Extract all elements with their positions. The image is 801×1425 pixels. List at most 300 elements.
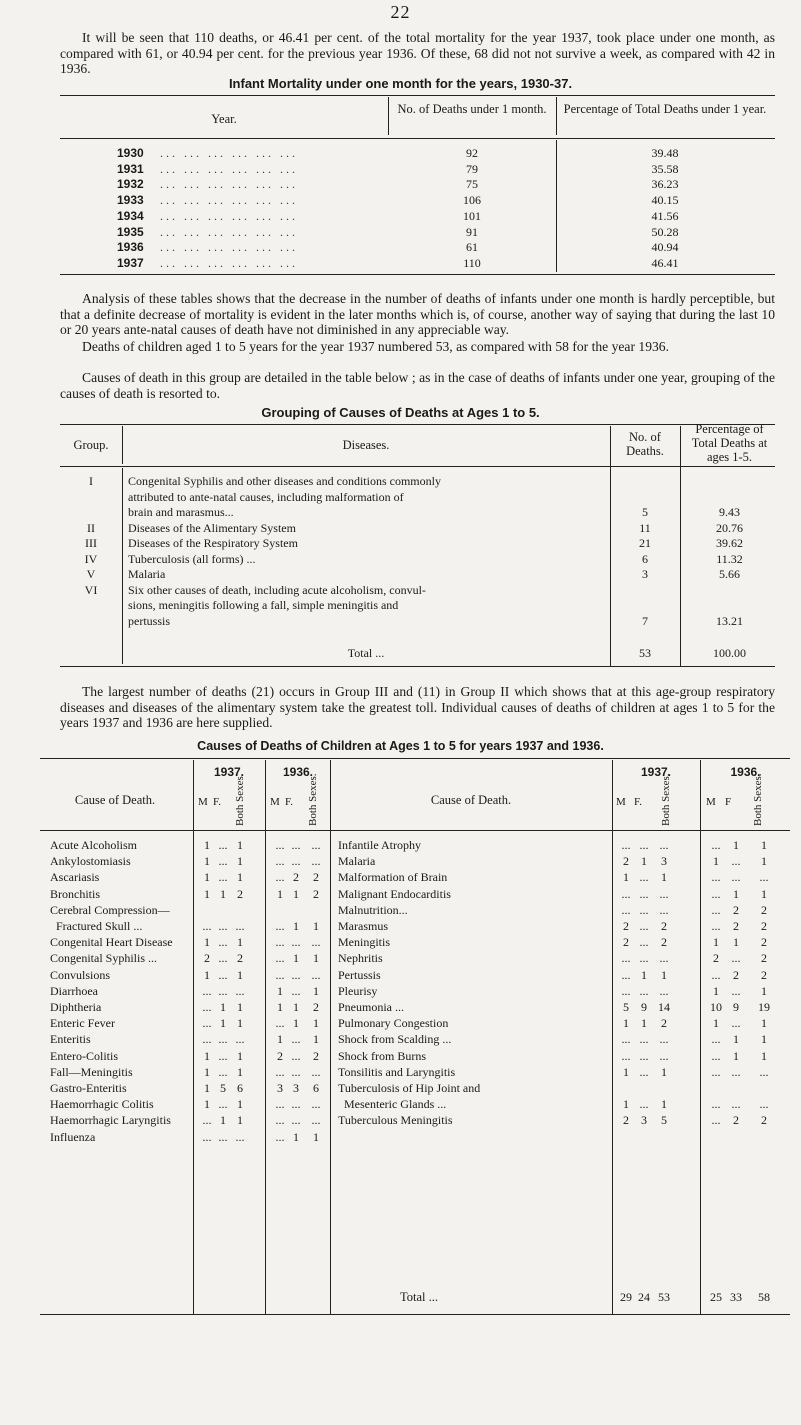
table3-cause-cell: Malignant Endocarditis	[338, 886, 451, 901]
table3-value-cell: ...	[202, 1016, 212, 1031]
table3-value-cell: 1	[237, 1000, 243, 1014]
table1-deaths-cell: 79	[466, 161, 478, 176]
table3-cause-cell: Tuberculous Meningitis	[338, 1113, 453, 1128]
table3-value-cell: ...	[235, 983, 245, 998]
table3-value-cell: ...	[711, 870, 721, 885]
table3-value-cell: 3	[293, 1081, 299, 1095]
table1-deaths-cell: 61	[466, 240, 478, 255]
table3-value-cell: 2	[293, 870, 299, 885]
table1-header-rule	[60, 138, 775, 139]
table3-value-cell: ...	[275, 870, 285, 885]
table3-value-cell: ...	[639, 902, 649, 917]
table3-divider	[330, 760, 331, 1314]
table3-value-cell: 1	[204, 870, 210, 885]
table1-header-percentage: Percentage of Total Deaths under 1 year.	[563, 102, 767, 116]
table3-value-cell: 1	[623, 1064, 629, 1079]
table3-cause-cell: Congenital Heart Disease	[50, 935, 173, 950]
table3-value-cell: 1	[733, 1032, 739, 1047]
table3-value-cell: ...	[621, 838, 631, 852]
table2-percentage-cell: 13.21	[716, 613, 743, 628]
table3-value-cell: 2	[713, 951, 719, 966]
table3-sub-m: M	[616, 796, 626, 808]
table3-cause-cell: Ankylostomiasis	[50, 854, 131, 869]
table3-value-cell: 2	[733, 919, 739, 933]
page-number: 22	[390, 2, 411, 22]
table3-value-cell: 5	[661, 1113, 667, 1128]
table2-percentage-cell: 9.43	[719, 505, 740, 519]
table2-total-deaths: 53	[639, 646, 651, 660]
table1-deaths-cell: 101	[463, 208, 481, 223]
table3-value-cell: ...	[731, 951, 741, 966]
table3-value-cell: ...	[639, 1097, 649, 1112]
table2-deaths-cell: 3	[642, 567, 648, 581]
table3-value-cell: 1	[761, 1048, 767, 1063]
table1-leader-dots: ... ... ... ... ... ...	[160, 240, 298, 255]
table3-value-cell: ...	[235, 1129, 245, 1144]
table3-value-cell: ...	[659, 886, 669, 901]
table2-header-deaths: No. of Deaths.	[626, 430, 664, 458]
table2-group-cell: IV	[84, 551, 98, 566]
table3-value-cell: 2	[661, 1016, 667, 1031]
table3-value-cell: 6	[313, 1081, 319, 1095]
table2-body-divider	[122, 468, 123, 664]
table1-leader-dots: ... ... ... ... ... ...	[160, 255, 298, 270]
table1-header-deaths: No. of Deaths under 1 month.	[397, 102, 547, 116]
table3-cause-cell: Pulmonary Congestion	[338, 1016, 449, 1031]
table3-value-cell: 1	[277, 983, 283, 998]
table3-total-cell: 53	[658, 1290, 670, 1304]
table3-cause-cell: Haemorrhagic Colitis	[50, 1097, 154, 1112]
table1-percentage-cell: 41.56	[651, 208, 679, 223]
table3-value-cell: ...	[659, 1032, 669, 1047]
table3-value-cell: 1	[237, 1016, 243, 1031]
table3-value-cell: ...	[711, 1048, 721, 1063]
table3-total-cell: 58	[758, 1290, 770, 1304]
table3-cause-cell: Pertussis	[338, 967, 381, 982]
table3-value-cell: ...	[291, 1048, 301, 1063]
table3-total-label: Total ...	[400, 1290, 439, 1304]
table3-cause-cell: Tonsilitis and Laryngitis	[338, 1064, 456, 1079]
table3-value-cell: 2	[761, 935, 767, 950]
table3-cause-cell: Malnutrition...	[338, 902, 408, 917]
table3-value-cell: ...	[275, 1016, 285, 1031]
table3-value-cell: ...	[275, 1097, 285, 1112]
table3-value-cell: 1	[733, 838, 739, 852]
table3-value-cell: 2	[313, 1000, 319, 1014]
table3-value-cell: 3	[277, 1081, 283, 1095]
table3-value-cell: ...	[291, 935, 301, 950]
table3-sub-m: M	[706, 796, 716, 808]
table3-value-cell: ...	[235, 919, 245, 933]
table3-value-cell: ...	[711, 886, 721, 901]
table1-header-year: Year.	[211, 112, 237, 126]
table3-value-cell: ...	[621, 967, 631, 982]
table3-value-cell: 1	[204, 935, 210, 950]
table3-value-cell: 1	[220, 1000, 226, 1014]
table2-disease-line: Malaria	[128, 567, 166, 581]
table3-value-cell: 19	[758, 1000, 770, 1014]
table3-value-cell: ...	[639, 935, 649, 950]
table3-value-cell: 1	[713, 854, 719, 869]
table1-year-cell: 1930	[117, 146, 144, 160]
table1-percentage-cell: 35.58	[651, 161, 679, 176]
table3-year-1937-right: 1937.	[640, 765, 672, 779]
table3-value-cell: ...	[311, 1097, 321, 1112]
table3-divider	[700, 760, 701, 1314]
table3-value-cell: 1	[713, 935, 719, 950]
table3-cause-cell: Fall—Meningitis	[50, 1064, 133, 1079]
table3-value-cell: 1	[661, 1097, 667, 1112]
table3-value-cell: ...	[659, 838, 669, 852]
table2-disease-line: sions, meningitis following a fall, simple meningitis and	[128, 598, 399, 612]
table3-divider	[612, 760, 613, 1314]
table3-cause-cell: Enteric Fever	[50, 1016, 115, 1031]
table2-disease-line: Congenital Syphilis and other diseases and conditions commonly	[128, 474, 441, 488]
table3-year-1936-left: 1936.	[282, 765, 314, 779]
table3-value-cell: 1	[623, 1016, 629, 1031]
table3-value-cell: 2	[313, 886, 319, 901]
table3-sub-f: F.	[285, 796, 293, 808]
table3-value-cell: ...	[711, 919, 721, 933]
table3-value-cell: 1	[293, 1129, 299, 1144]
table3-value-cell: 1	[204, 886, 210, 901]
table3-value-cell: ...	[711, 1097, 721, 1112]
table3-value-cell: ...	[639, 1064, 649, 1079]
table1-header-divider	[388, 97, 389, 135]
table2-disease-line: pertussis	[128, 613, 170, 628]
table3-value-cell: ...	[711, 1113, 721, 1128]
table3-value-cell: 1	[661, 1064, 667, 1079]
table1-leader-dots: ... ... ... ... ... ...	[160, 161, 298, 176]
table3-sub-both: Both Sexes.	[660, 773, 672, 826]
table1-percentage-cell: 39.48	[651, 146, 679, 160]
table2-top-rule	[60, 424, 775, 425]
table1-header-divider	[556, 97, 557, 135]
table3-bottom-rule	[40, 1314, 790, 1315]
table2-header-percentage: Percentage of Total Deaths at ages 1-5.	[691, 422, 768, 464]
table1-deaths-cell: 106	[463, 193, 481, 208]
table3-total-cell: 25	[710, 1290, 722, 1304]
table3-value-cell: ...	[291, 1097, 301, 1112]
table3-value-cell: ...	[639, 886, 649, 901]
table3-value-cell: ...	[621, 1048, 631, 1063]
table2-header-rule	[60, 466, 775, 467]
table3-value-cell: ...	[711, 1064, 721, 1079]
table3-value-cell: ...	[291, 967, 301, 982]
table3-value-cell: 14	[658, 1000, 670, 1014]
table3-cause-cell: Gastro-Enteritis	[50, 1081, 127, 1095]
table3-value-cell: ...	[731, 870, 741, 885]
table3-value-cell: 2	[623, 854, 629, 869]
table3-value-cell: ...	[218, 1129, 228, 1144]
table1-year-cell: 1932	[117, 177, 144, 192]
children-deaths-paragraph: Deaths of children aged 1 to 5 years for the year 1937 numbered 53, as compared with 58 for the year 1936.	[82, 339, 669, 354]
table1-leader-dots: ... ... ... ... ... ...	[160, 146, 298, 160]
table3-value-cell: ...	[621, 1032, 631, 1047]
table3-header-cause-left: Cause of Death.	[74, 793, 156, 807]
table3-value-cell: ...	[621, 983, 631, 998]
table3-value-cell: 2	[237, 886, 243, 901]
table3-value-cell: ...	[218, 983, 228, 998]
table3-cause-cell: Acute Alcoholism	[50, 838, 137, 852]
table3-value-cell: ...	[291, 1032, 301, 1047]
table3-cause-cell: Diarrhoea	[50, 983, 98, 998]
table3-divider	[265, 760, 266, 1314]
table3-value-cell: ...	[202, 1113, 212, 1128]
table1-deaths-cell: 75	[466, 177, 478, 192]
table3-value-cell: ...	[731, 1097, 741, 1112]
table3-value-cell: ...	[711, 902, 721, 917]
table1-year-cell: 1936	[117, 240, 144, 255]
table3-value-cell: ...	[711, 967, 721, 982]
table3-value-cell: 2	[623, 919, 629, 933]
table3-value-cell: 1	[313, 1032, 319, 1047]
table3-value-cell: ...	[218, 838, 228, 852]
table3-value-cell: ...	[218, 951, 228, 966]
table3-value-cell: 1	[293, 886, 299, 901]
table2-deaths-cell: 21	[639, 536, 651, 550]
table3-value-cell: ...	[731, 1016, 741, 1031]
table2-percentage-cell: 20.76	[716, 520, 743, 535]
table3-value-cell: 9	[733, 1000, 739, 1014]
table3-value-cell: 1	[277, 1032, 283, 1047]
table3-value-cell: 1	[237, 1097, 243, 1112]
table3-cause-cell: Diphtheria	[50, 1000, 102, 1014]
table3-value-cell: ...	[275, 967, 285, 982]
table3-value-cell: ...	[291, 1064, 301, 1079]
table3-value-cell: 1	[623, 1097, 629, 1112]
table3-value-cell: ...	[621, 902, 631, 917]
table1-percentage-cell: 40.15	[651, 193, 679, 208]
table3-value-cell: ...	[291, 854, 301, 869]
table2-deaths-cell: 5	[642, 505, 648, 519]
table3-sub-f: F.	[213, 796, 221, 808]
table1-leader-dots: ... ... ... ... ... ...	[160, 177, 298, 192]
table3-value-cell: 1	[713, 1016, 719, 1031]
table3-value-cell: 1	[761, 854, 767, 869]
table3-value-cell: ...	[731, 1064, 741, 1079]
table3-cause-cell: Tuberculosis of Hip Joint and	[338, 1081, 481, 1095]
table3-value-cell: ...	[759, 1064, 769, 1079]
table1-bottom-rule	[60, 274, 775, 275]
table1-leader-dots: ... ... ... ... ... ...	[160, 193, 298, 208]
table3-value-cell: 1	[733, 886, 739, 901]
table3-value-cell: ...	[759, 870, 769, 885]
table3-value-cell: 2	[313, 1048, 319, 1063]
table2-header-group: Group.	[73, 438, 109, 452]
table3-divider	[193, 760, 194, 1314]
table3-value-cell: 1	[237, 1048, 243, 1063]
table3-sub-f: F.	[634, 796, 642, 808]
table2-divider	[680, 426, 681, 666]
table3-value-cell: 1	[641, 967, 647, 982]
table3-cause-cell: Bronchitis	[50, 886, 100, 901]
table3-value-cell: 1	[204, 838, 210, 852]
table3-value-cell: 1	[661, 967, 667, 982]
table1-year-cell: 1933	[117, 193, 144, 208]
table1-leader-dots: ... ... ... ... ... ...	[160, 208, 298, 223]
table3-value-cell: 1	[641, 1016, 647, 1031]
table2-deaths-cell: 6	[642, 551, 648, 566]
table3-value-cell: 2	[623, 1113, 629, 1128]
table3-value-cell: 2	[761, 967, 767, 982]
table3-value-cell: ...	[275, 1129, 285, 1144]
table3-value-cell: ...	[218, 1064, 228, 1079]
table3-value-cell: 1	[733, 935, 739, 950]
table3-cause-cell: Nephritis	[338, 951, 383, 966]
table3-value-cell: 1	[761, 838, 767, 852]
table3-value-cell: 1	[204, 854, 210, 869]
table3-cause-cell: Infantile Atrophy	[338, 838, 421, 852]
table3-value-cell: ...	[291, 838, 301, 852]
table1-year-cell: 1937	[117, 255, 144, 270]
table2-percentage-cell: 5.66	[719, 567, 740, 581]
table2-disease-line: Six other causes of death, including acute alcoholism, convul-	[128, 582, 426, 597]
table3-cause-cell: Influenza	[50, 1129, 96, 1144]
table2-disease-line: Diseases of the Respiratory System	[128, 536, 298, 550]
table2-disease-line: brain and marasmus...	[128, 505, 234, 519]
table3-value-cell: 1	[761, 886, 767, 901]
table3-value-cell: 1	[641, 854, 647, 869]
table3-value-cell: ...	[731, 983, 741, 998]
table3-value-cell: ...	[218, 935, 228, 950]
table3-value-cell: ...	[639, 951, 649, 966]
table3-value-cell: ...	[291, 1113, 301, 1128]
table3-cause-cell: Cerebral Compression—	[50, 902, 170, 917]
table3-value-cell: 1	[293, 1000, 299, 1014]
table2-percentage-cell: 11.32	[716, 551, 743, 566]
table3-value-cell: ...	[202, 1000, 212, 1014]
table3-value-cell: 2	[277, 1048, 283, 1063]
table3-cause-cell: Malaria	[338, 854, 376, 869]
table3-total-cell: 33	[730, 1290, 742, 1304]
table3-value-cell: ...	[659, 983, 669, 998]
table2-total-label: Total ...	[347, 646, 385, 660]
table3-cause-cell: Meningitis	[338, 935, 391, 950]
table3-value-cell: ...	[275, 854, 285, 869]
table2-group-cell: II	[87, 520, 95, 535]
table3-cause-cell: Marasmus	[338, 919, 388, 933]
table2-bottom-rule	[60, 666, 775, 667]
table3-value-cell: ...	[202, 1129, 212, 1144]
table3-value-cell: ...	[218, 919, 228, 933]
table1-year-cell: 1935	[117, 224, 144, 239]
table3-value-cell: 1	[761, 983, 767, 998]
table3-sub-both: Both Sexes.	[307, 773, 319, 826]
table3-value-cell: ...	[311, 1064, 321, 1079]
table3-value-cell: ...	[202, 919, 212, 933]
table3-value-cell: 2	[761, 1113, 767, 1128]
table1-leader-dots: ... ... ... ... ... ...	[160, 224, 298, 239]
table1-body-divider	[556, 140, 557, 272]
table3-value-cell: 1	[237, 967, 243, 982]
table1-percentage-cell: 50.28	[651, 224, 679, 239]
table3-value-cell: 6	[237, 1081, 243, 1095]
table3-value-cell: 1	[220, 886, 226, 901]
table3-cause-cell: Convulsions	[50, 967, 111, 982]
table3-value-cell: ...	[275, 1113, 285, 1128]
table3-cause-cell: Ascariasis	[50, 870, 100, 885]
table3-cause-cell: Shock from Scalding ...	[338, 1032, 452, 1047]
table3-top-rule	[40, 758, 790, 759]
table2-percentage-cell: 39.62	[716, 536, 743, 550]
table3-value-cell: 1	[237, 838, 243, 852]
table3-value-cell: 1	[277, 886, 283, 901]
table1-percentage-cell: 40.94	[651, 240, 679, 255]
table3-value-cell: ...	[639, 983, 649, 998]
table2-group-cell: III	[85, 536, 97, 550]
table3-cause-cell: Pleurisy	[338, 983, 378, 998]
table3-value-cell: ...	[311, 1113, 321, 1128]
table3-header-rule	[40, 830, 790, 831]
table1-year-cell: 1934	[117, 208, 144, 223]
table3-header-cause-right: Cause of Death.	[430, 793, 512, 807]
table3-value-cell: 1	[204, 1064, 210, 1079]
table3-value-cell: 1	[313, 983, 319, 998]
table2-deaths-cell: 11	[639, 520, 651, 535]
table3-value-cell: ...	[218, 967, 228, 982]
table3-value-cell: 1	[313, 1129, 319, 1144]
table3-value-cell: 1	[237, 1113, 243, 1128]
table3-value-cell: ...	[218, 1097, 228, 1112]
table3-value-cell: 1	[237, 935, 243, 950]
table2-group-cell: I	[89, 474, 93, 488]
table3-value-cell: ...	[731, 854, 741, 869]
table2-group-cell: V	[86, 567, 96, 581]
table1-deaths-cell: 91	[466, 224, 478, 239]
table1-deaths-cell: 110	[463, 255, 481, 270]
table3-value-cell: 2	[661, 935, 667, 950]
table3-sub-both: Both Sexes.	[234, 773, 246, 826]
table3-value-cell: ...	[202, 983, 212, 998]
table3-value-cell: 1	[293, 919, 299, 933]
table1-deaths-cell: 92	[466, 146, 478, 160]
table2-group-cell: VI	[84, 582, 98, 597]
table3-value-cell: ...	[275, 935, 285, 950]
table3-value-cell: 1	[237, 870, 243, 885]
table3-cause-cell: Haemorrhagic Laryngitis	[50, 1113, 171, 1128]
analysis-paragraph: Analysis of these tables shows that the decrease in the number of deaths of infants under one month is hardly perceptible, but that a definite decrease of mortality is evident in the later months which is, of course, another way of saying that during the last 10 or 20 years ante-natal causes of death have not diminished in any appreciable way.	[60, 291, 775, 337]
table3-value-cell: 2	[761, 951, 767, 966]
table3-value-cell: 1	[623, 870, 629, 885]
table3-value-cell: 2	[733, 1113, 739, 1128]
table3-cause-cell: Malformation of Brain	[338, 870, 448, 885]
table1-percentage-cell: 46.41	[651, 255, 679, 270]
table3-caption: Causes of Deaths of Children at Ages 1 to 5 for years 1937 and 1936.	[197, 739, 604, 753]
table3-value-cell: ...	[311, 854, 321, 869]
table1-year-cell: 1931	[117, 161, 144, 176]
table3-value-cell: 9	[641, 1000, 647, 1014]
table3-value-cell: ...	[621, 886, 631, 901]
table2-disease-line: Tuberculosis (all forms) ...	[128, 551, 256, 566]
table3-value-cell: 2	[237, 951, 243, 966]
table2-total-percentage: 100.00	[713, 646, 746, 660]
table3-value-cell: 1	[313, 1016, 319, 1031]
table2-deaths-cell: 7	[642, 613, 648, 628]
table1-caption: Infant Mortality under one month for the years, 1930-37.	[228, 76, 573, 91]
grouping-paragraph: Causes of death in this group are detailed in the table below ; as in the case of deaths of infants under one year, grouping of the causes of death is resorted to.	[60, 370, 775, 401]
table3-sub-both: Both Sexes.	[752, 773, 764, 826]
table3-value-cell: ...	[218, 854, 228, 869]
table2-divider	[122, 426, 123, 464]
table3-cause-cell: Pneumonia ...	[338, 1000, 404, 1014]
table3-value-cell: ...	[659, 902, 669, 917]
table3-value-cell: 1	[204, 1048, 210, 1063]
table3-value-cell: 2	[661, 919, 667, 933]
table2-caption: Grouping of Causes of Deaths at Ages 1 to 5.	[261, 405, 540, 420]
table3-value-cell: ...	[711, 1032, 721, 1047]
table3-total-cell: 24	[638, 1290, 650, 1304]
